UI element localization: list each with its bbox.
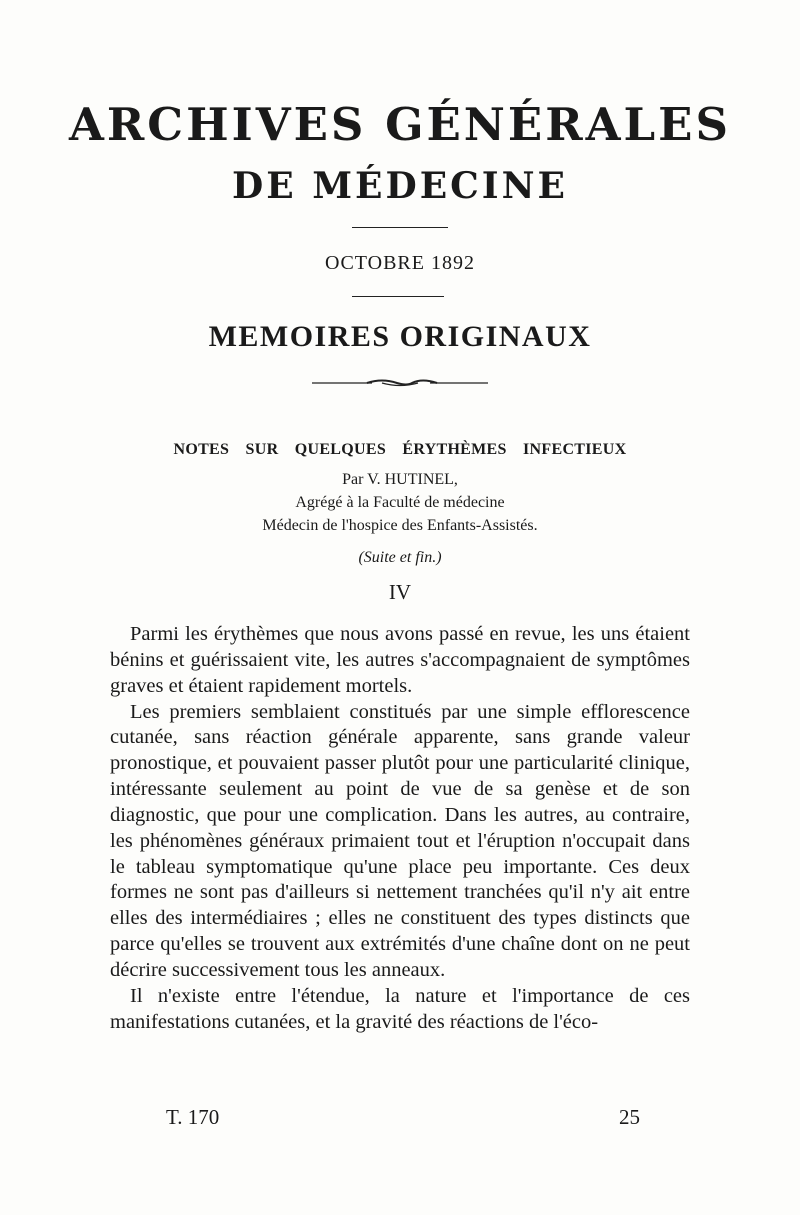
ornament-flourish-icon — [312, 376, 488, 390]
signature-number: 25 — [619, 1105, 640, 1129]
issue-date: OCTOBRE 1892 — [325, 252, 475, 274]
volume-number: T. 170 — [166, 1105, 220, 1129]
section-numeral: IV — [388, 580, 412, 604]
journal-title: ARCHIVES GÉNÉRALES — [69, 98, 731, 151]
author-affiliation: Agrégé à la Faculté de médecine — [295, 494, 505, 511]
author-affiliation: Médecin de l'hospice des Enfants-Assistés. — [262, 517, 538, 534]
article-author: Par V. HUTINEL, — [342, 471, 458, 488]
journal-subtitle: DE MÉDECINE — [232, 165, 568, 207]
paragraph: Parmi les érythèmes que nous avons passé en revue, les uns étaient bénins et guérissaient vite, les autres s'accompagnaient de symptômes graves et étaient rapidement mortels. — [110, 623, 690, 697]
paragraph: Il n'existe entre l'étendue, la nature et l'importance de ces manifestations cutanées, et la gravité des réactions de l'éco- — [110, 984, 690, 1033]
divider-rule — [352, 296, 444, 297]
paragraph: Les premiers semblaient constitués par une simple efflorescence cutanée, sans réaction générale apparente, sans grande valeur pronostique, et pouvaient passer plutôt pour une particularité clinique, intéressante seulement au point de vue de sa genèse et de son diagnostic, que pour une complication. Dans les autres, au contraire, les phénomènes généraux primaient tout et l'éruption n'occupait dans le tableau symptomatique qu'une place peu importante. Ces deux formes ne sont pas d'ailleurs si nettement tranchées qu'il n'y ait entre elles des intermédiaires ; elles ne constituent des types distincts que parce qu'elles se trouvent aux extrémités d'une chaîne dont on ne peut décrire successivement tous les anneaux. — [110, 700, 690, 981]
article-body — [110, 622, 690, 1036]
divider-rule — [352, 227, 448, 228]
continuation-note: (Suite et fin.) — [358, 549, 442, 566]
article-title: NOTES SUR QUELQUES ÉRYTHÈMES INFECTIEUX — [173, 441, 627, 458]
section-title: MEMOIRES ORIGINAUX — [208, 320, 592, 353]
